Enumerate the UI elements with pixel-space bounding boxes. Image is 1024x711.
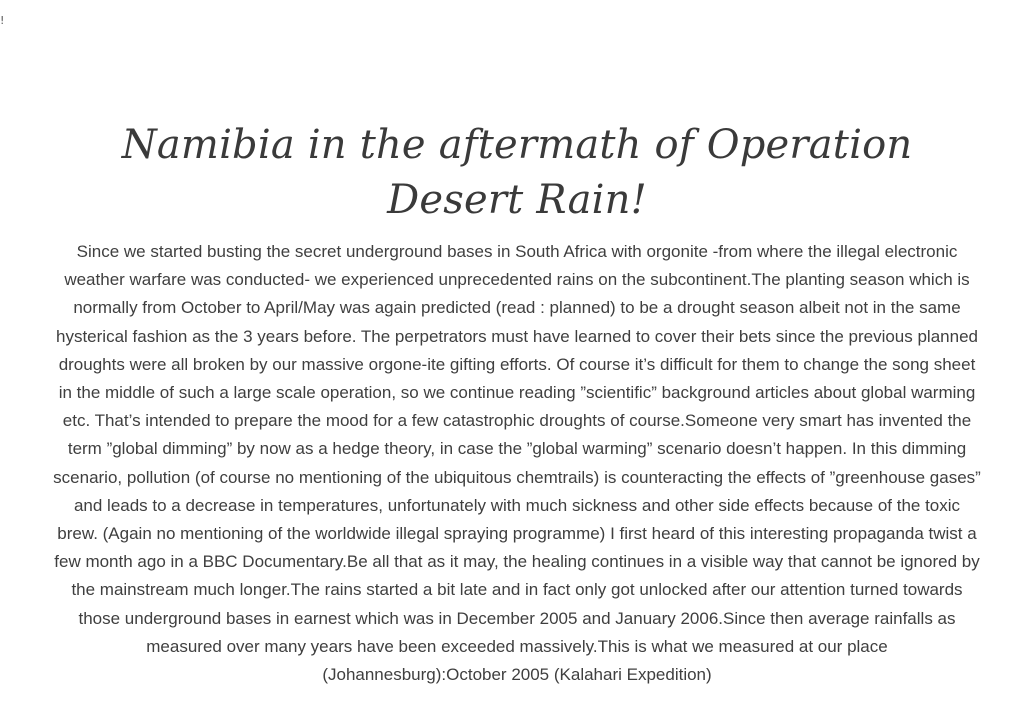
corner-mark: ! [0,14,5,27]
article-title: Namibia in the aftermath of Operation Desert Rain! [121,122,913,223]
article-body: Since we started busting the secret underground bases in South Africa with orgonite -from where the illegal electronic weather warfare was conducted- we experienced unprecedented rains on the subcontinent.The planting season which is normally from October to April/May was again predicted (read : planned) to be a drought season albeit not in the same hysterical fashion as the 3 years before. The perpetrators must have learned to cover their bets since the previous planned droughts were all broken by our massive orgone-ite gifting efforts. Of course it’s difficult for them to change the song sheet in the middle of such a large scale operation, so we continue reading ”scientific” background articles about global warming etc. That’s intended to prepare the mood for a few catastrophic droughts of course.Someone very smart has invented the term ”global dimming” by now as a hedge theory, in case the ”global warming” scenario doesn’t happen. In this dimming scenario, pollution (of course no mentioning of the ubiquitous chemtrails) is counteracting the effects of ”greenhouse gases” and leads to a decrease in temperatures, unfortunately with much sickness and other side effects because of the toxic brew. (Again no mentioning of the worldwide illegal spraying programme) I first heard of this interesting propaganda twist a few month ago in a BBC Documentary.Be all that as it may, the healing continues in a visible way that cannot be ignored by the mainstream much longer.The rains started a bit late and in fact only got unlocked after our attention turned towards those underground bases in earnest which was in December 2005 and January 2006.Since then average rainfalls as measured over many years have been exceeded massively.This is what we measured at our place (Johannesburg):October 2005 (Kalahari Expedition) [53,242,981,685]
article [52,118,982,689]
